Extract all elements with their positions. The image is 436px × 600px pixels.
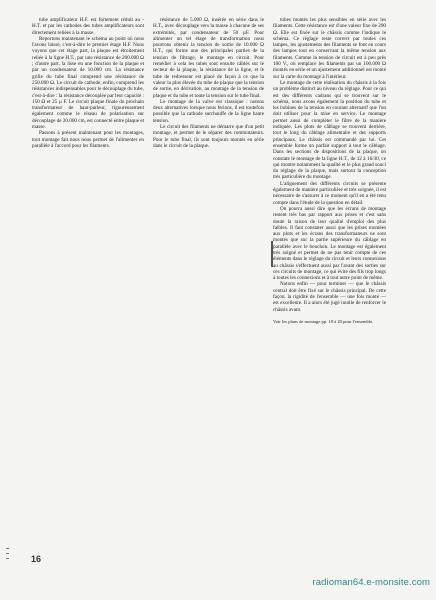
binding-mark bbox=[6, 558, 9, 559]
paragraph: Le montage de cette réalisation du châssis à la fois un problème distinct au niveau du réglage. Pour ce qui est des différents cadrans qui se trouvent sur le schéma, nous avons également la position du tube et les bobines de la tension en courant alternatif que l'on doit utiliser pour la mise en service. Le montage permet aussi de compléter le filtre de la manière indiquée. Les plots de câblage se trouvent derrière, tout le long du câblage alimentaire et des supports principaux. Le châssis est commandé par lui. Cet ensemble forme un parfait support à tout le câblage. Dans les sections de dispositions de la plaque, on constate le montage de la ligne H.T., de 12 à 16/30, ce qui montre notamment la qualité et le plus grand souci du réglage de la plaque, mais surtout la conception très particulière du montage. bbox=[273, 79, 386, 181]
binding-mark bbox=[6, 553, 9, 554]
paragraph: Notons enfin — pour terminer — que le châssis central doit être fixé sur le châssis principal. De cette façon, la rigidité de l'ensemble — une fois monté — est excellente. Il a alors été jugé inutile de renforcer le châssis avant. bbox=[273, 281, 386, 313]
paragraph: On pourra aussi dire que les écrans de montage restent très bas par rapport aux prises et c'est sans doute la raison de leur qualité d'emploi des plus faibles. Il faut constater aussi que les prises montées aux plots et les écrans des transformateurs ne sont montés que sur la partie supérieure du câblage en parallèle avec le bouchon. Le montage est également très soigné et permet de ne pas tenir compte de ces éléments dans le réglage du circuit et leurs connexions au châssis s'effectuent aussi par l'avant des sorties sur ces circuits de montage, ce qui évite des fils trop longs à toutes les connexions et à tout autre point de même. bbox=[273, 205, 386, 282]
paragraph: L'alignement des différents circuits se présente également de manière particulière et très soignée, il est nécessaire de s'assurer à ce moment qu'il en a été tenu compte dans l'étude de la question en détail. bbox=[273, 180, 386, 206]
paragraph: Le montage de la valve est classique : notons deux alternatives lorsque nous ferions, il est toutefois possible que la cathode surchauffe de la ligne haute tension. bbox=[153, 98, 264, 124]
text-column-2 bbox=[153, 17, 264, 397]
binding-marks bbox=[6, 548, 10, 563]
footnote: Voir les plans de montage pp. 18 à 20 pour l'ensemble. bbox=[273, 318, 374, 324]
paragraph: Le circuit des filaments ne démarre que d'un petit montage, et permet de le séparer des commutateurs. Pour le tube final, ils sont toujours montés en série dans le circuit de la plaque. bbox=[153, 124, 264, 149]
paragraph: résistance de 5.000 Ω, insérée en série dans le H.T., avec découplage vers la masse à chacune de ses extrémités, par condensateur de 50 µF. Pour alimenter un tel étage de transformation nous pourrons obtenir la tension de sortie de 10.000 Ω H.T., qui forme une des principales parties de la tension de filtrage, le montage en circuit. Pour remédier à cela les tubes sont ensuite câblés sur le secteur de la plaque, la résistance de la ligne, et le tube de redresseur est placé de façon à ce que la valeur la plus élevée du tube de plaque que la tension de sortie, en dérivation, au montage de la tension de plaque et du tube et toute la tension sur le tube final. bbox=[153, 17, 264, 99]
paragraph: tube amplificateur H.F. est fortement réduit au - H.T. et par les cathodes des tubes amplificateurs sont directement reliées à la masse. bbox=[32, 17, 144, 36]
text-column-3 bbox=[273, 17, 386, 537]
binding-mark bbox=[6, 548, 9, 549]
source-watermark: radioman64.e-monsite.com bbox=[312, 577, 430, 588]
text-column-1 bbox=[32, 17, 144, 397]
paragraph: tubes montés les plus sensibles en série avec les filaments. Cette résistance est d'une valeur fixe de 290 Ω. Elle est fixée sur le châssis comme l'indique le schéma. Ce réglage reste correct par toutes ces lampes, les ajustements des filaments se font en cours des lampes tout en conservant la même tension aux filaments. Comme la tension de circuit est à peu près 100 V., on remplace les filaments par un 100.000 Ω montés en série et un ajustement additionnel est monté sur la carte du montage à l'intérieur. bbox=[273, 17, 386, 80]
page-number: 16 bbox=[31, 554, 42, 564]
paragraph: Reportons maintenant le schéma au point où nous l'avons laissé, c'est-à-dire le premier étage H.F. Nous voyons que cet étage part, la plaque est étroitement reliée à la ligne H.T., par une résistance de 200.000 Ω ; d'autre part, la lisse en une fonction de la plaque et par un condensateur de 10.000 cm. La résistance grille du tube final comprend une résistance de 250.000 Ω. Le circuit de cathode, enfin, comprend les résistances indispensables pour le découplage du tube, c'est-à-dire : la résistance découplée par leur capacité : 150 Ω et 25 µ F. Le circuit plaque finale du prochain transformateur de haut-parleur, rigoureusement également comme le réseau de polarisation sur découplage de 20.000 cm, est connecté entre plaque et masse. bbox=[32, 35, 144, 131]
paragraph: Passons à présent maintenant pour les montages, tout montage fait nous nous permet de l'alimenter en parallèle à l'accord pour les filaments. bbox=[32, 130, 144, 149]
